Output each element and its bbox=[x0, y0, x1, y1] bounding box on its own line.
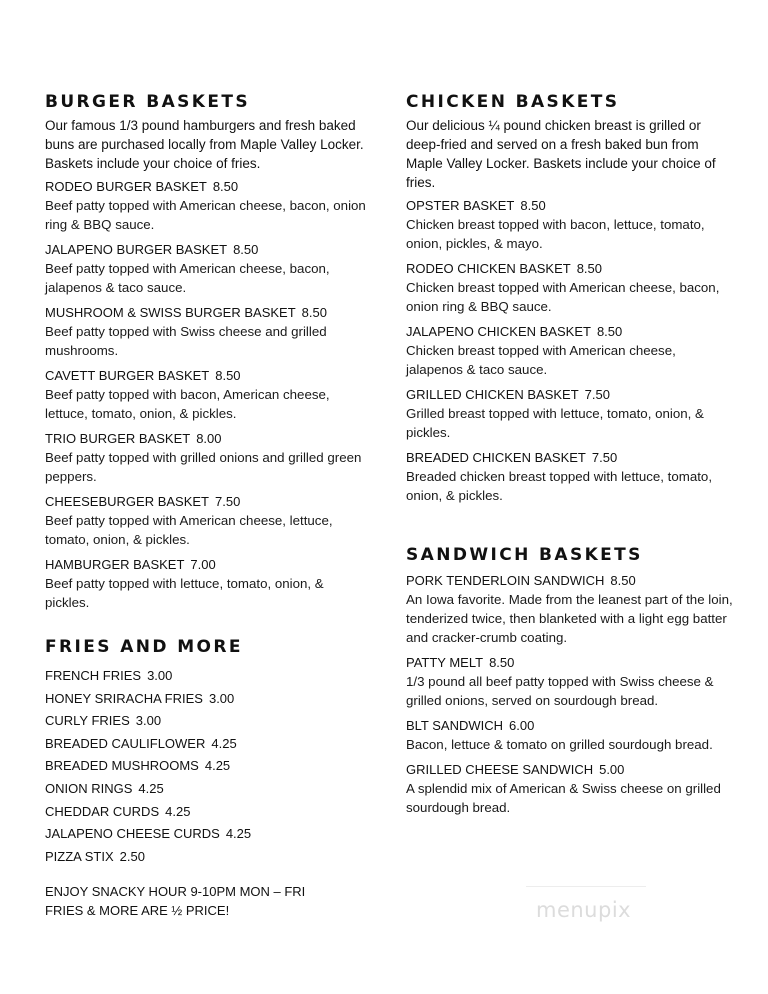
menu-item bbox=[406, 259, 736, 316]
menu-item-description: Beef patty topped with grilled onions and grilled green peppers. bbox=[45, 450, 362, 484]
menu-item-description: Beef patty topped with American cheese, lettuce, tomato, onion, & pickles. bbox=[45, 513, 333, 547]
fries-item-name: CURLY FRIES bbox=[45, 713, 130, 729]
fries-item-price: 4.25 bbox=[204, 758, 231, 774]
menu-item bbox=[406, 322, 736, 379]
fries-item bbox=[45, 665, 370, 688]
menu-item-description: 1/3 pound all beef patty topped with Swiss cheese & grilled onions, served on sourdough bread. bbox=[406, 674, 714, 708]
menu-item-name: HAMBURGER BASKET bbox=[45, 557, 185, 572]
fries-item-price: 3.00 bbox=[147, 668, 173, 683]
sandwich-baskets-title: SANDWICH BASKETS bbox=[406, 545, 643, 565]
menu-item-price: 8.50 bbox=[212, 179, 239, 194]
fries-item-price: 3.00 bbox=[208, 690, 235, 706]
menu-item-name: PATTY MELT bbox=[406, 655, 484, 670]
menu-item bbox=[45, 177, 370, 234]
menu-item-name: JALAPENO CHICKEN BASKET bbox=[406, 324, 591, 339]
menu-item bbox=[45, 492, 370, 549]
fries-item-name: JALAPENO CHEESE CURDS bbox=[45, 826, 220, 842]
menu-item-heading bbox=[406, 322, 736, 341]
menu-item-price: 7.50 bbox=[591, 450, 618, 465]
burger-baskets-intro: Our famous 1/3 pound hamburgers and fresh baked buns are purchased locally from Maple Valley Locker. Baskets include your choice of fries. bbox=[45, 118, 364, 171]
menu-item-price: 8.50 bbox=[301, 305, 327, 320]
fries-item bbox=[45, 778, 370, 801]
menu-item bbox=[406, 760, 736, 817]
menu-item-description: Beef patty topped with American cheese, bacon, jalapenos & taco sauce. bbox=[45, 261, 330, 295]
menu-item-description: An Iowa favorite. Made from the leanest part of the loin, tenderized twice, then blanketed with a light egg batter and cracker-crumb coating. bbox=[406, 592, 733, 645]
sandwich-baskets-section bbox=[406, 543, 736, 817]
menu-item-heading bbox=[45, 240, 370, 259]
menu-item bbox=[406, 571, 736, 647]
menu-item bbox=[45, 429, 370, 486]
menu-item-name: TRIO BURGER BASKET bbox=[45, 431, 191, 446]
watermark-rule bbox=[526, 886, 646, 887]
sandwich-item-list bbox=[406, 571, 736, 817]
menu-item-description: Breaded chicken breast topped with lettuce, tomato, onion, & pickles. bbox=[406, 469, 713, 503]
fries-item-price: 4.25 bbox=[138, 780, 164, 796]
menu-item-price: 8.50 bbox=[596, 324, 623, 339]
menupix-watermark: menupix bbox=[536, 898, 632, 922]
menu-item-description: Chicken breast topped with American cheese, bacon, onion ring & BBQ sauce. bbox=[406, 280, 720, 314]
fries-item bbox=[45, 823, 370, 846]
menu-item-price: 8.50 bbox=[233, 242, 259, 257]
menu-item-price: 8.50 bbox=[215, 368, 241, 383]
fries-item bbox=[45, 846, 370, 869]
menu-item bbox=[45, 240, 370, 297]
menu-item-price: 8.50 bbox=[576, 261, 603, 276]
menu-item-price: 7.00 bbox=[190, 557, 216, 572]
menu-item bbox=[406, 653, 736, 710]
menu-item-heading bbox=[406, 448, 736, 467]
menu-item bbox=[406, 196, 736, 253]
menu-item-heading bbox=[406, 571, 736, 590]
fries-item-list bbox=[45, 665, 370, 868]
fries-title: FRIES AND MORE bbox=[45, 637, 243, 657]
menu-item-price: 8.50 bbox=[610, 573, 636, 588]
menu-item-description: Beef patty topped with bacon, American cheese, lettuce, tomato, onion, & pickles. bbox=[45, 387, 330, 421]
menu-item-name: CAVETT BURGER BASKET bbox=[45, 368, 210, 383]
menu-item-heading bbox=[406, 259, 736, 278]
promo-line-1: ENJOY SNACKY HOUR 9-10PM MON – FRI bbox=[45, 884, 306, 899]
menu-item-name: RODEO CHICKEN BASKET bbox=[406, 261, 571, 276]
menu-item-price: 8.00 bbox=[196, 431, 222, 446]
left-column bbox=[45, 90, 370, 868]
menu-item bbox=[406, 448, 736, 505]
fries-item-name: PIZZA STIX bbox=[45, 848, 114, 864]
menu-item-name: RODEO BURGER BASKET bbox=[45, 179, 207, 194]
fries-item-name: BREADED MUSHROOMS bbox=[45, 758, 199, 774]
fries-item bbox=[45, 710, 370, 733]
menu-item-description: Chicken breast topped with bacon, lettuce, tomato, onion, pickles, & mayo. bbox=[406, 217, 705, 251]
chicken-baskets-section bbox=[406, 90, 736, 505]
menu-item-price: 7.50 bbox=[215, 494, 241, 509]
fries-item-price: 4.25 bbox=[211, 735, 237, 751]
burger-item-list bbox=[45, 177, 370, 612]
snacky-hour-promo bbox=[45, 882, 305, 920]
menu-item bbox=[45, 555, 370, 612]
menu-item-name: GRILLED CHEESE SANDWICH bbox=[406, 762, 594, 777]
menu-item-price: 8.50 bbox=[520, 198, 546, 213]
menu-item bbox=[45, 303, 370, 360]
menu-item-heading bbox=[45, 429, 370, 448]
menu-item bbox=[45, 366, 370, 423]
fries-item-price: 4.25 bbox=[225, 826, 252, 842]
menu-item bbox=[406, 716, 736, 754]
menu-item-name: PORK TENDERLOIN SANDWICH bbox=[406, 573, 605, 588]
menu-item-name: BLT SANDWICH bbox=[406, 718, 504, 733]
burger-baskets-section bbox=[45, 90, 370, 612]
fries-item-name: FRENCH FRIES bbox=[45, 668, 142, 683]
brand-name: Maple Valley Locker bbox=[240, 137, 360, 152]
menu-item-description: A splendid mix of American & Swiss cheese on grilled sourdough bread. bbox=[406, 781, 721, 815]
chicken-baskets-title: CHICKEN BASKETS bbox=[406, 92, 620, 112]
menu-item-description: Beef patty topped with American cheese, bacon, onion ring & BBQ sauce. bbox=[45, 198, 366, 232]
menu-item-heading bbox=[45, 555, 370, 574]
fries-item bbox=[45, 688, 370, 711]
chicken-baskets-intro: Our delicious ¼ pound chicken breast is grilled or deep-fried and served on a fresh baked bun from Maple Valley Locker. Baskets include your choice of fries. bbox=[406, 118, 716, 190]
menu-item-price: 8.50 bbox=[489, 655, 515, 670]
fries-item-name: CHEDDAR CURDS bbox=[45, 803, 160, 819]
chicken-item-list bbox=[406, 196, 736, 505]
menu-item-price: 7.50 bbox=[584, 387, 610, 402]
brand-name: Maple Valley Locker bbox=[406, 156, 526, 171]
menu-item-price: 5.00 bbox=[599, 762, 625, 777]
menu-item-name: MUSHROOM & SWISS BURGER BASKET bbox=[45, 305, 296, 320]
menu-item-name: CHEESEBURGER BASKET bbox=[45, 494, 209, 509]
menu-item-heading bbox=[406, 653, 736, 672]
fries-item-name: HONEY SRIRACHA FRIES bbox=[45, 690, 203, 706]
fries-item-name: BREADED CAULIFLOWER bbox=[45, 735, 206, 751]
menu-item-price: 6.00 bbox=[509, 718, 535, 733]
menu-item-description: Chicken breast topped with American cheese, jalapenos & taco sauce. bbox=[406, 343, 676, 377]
menu-item-name: BREADED CHICKEN BASKET bbox=[406, 450, 586, 465]
fries-item-price: 3.00 bbox=[135, 713, 162, 729]
menu-item-heading bbox=[45, 303, 370, 322]
fries-item-price: 2.50 bbox=[119, 848, 145, 864]
fries-item-name: ONION RINGS bbox=[45, 780, 133, 796]
menu-item-name: JALAPENO BURGER BASKET bbox=[45, 242, 228, 257]
fries-item bbox=[45, 755, 370, 778]
menu-item-description: Beef patty topped with lettuce, tomato, onion, & pickles. bbox=[45, 576, 324, 610]
right-column bbox=[406, 90, 736, 817]
menu-item-name: OPSTER BASKET bbox=[406, 198, 515, 213]
menu-item-name: GRILLED CHICKEN BASKET bbox=[406, 387, 579, 402]
fries-section bbox=[45, 635, 370, 868]
menu-item bbox=[406, 385, 736, 442]
menu-item-description: Bacon, lettuce & tomato on grilled sourdough bread. bbox=[406, 737, 713, 752]
menu-item-description: Grilled breast topped with lettuce, tomato, onion, & pickles. bbox=[406, 406, 704, 440]
promo-line-2: FRIES & MORE ARE ½ PRICE! bbox=[45, 903, 230, 918]
menu-item-heading bbox=[406, 716, 736, 735]
menu-item-heading bbox=[45, 366, 370, 385]
menu-item-heading bbox=[406, 385, 736, 404]
burger-baskets-title: BURGER BASKETS bbox=[45, 92, 251, 112]
menu-item-heading bbox=[406, 196, 736, 215]
menu-item-heading bbox=[406, 760, 736, 779]
menu-item-heading bbox=[45, 492, 370, 511]
fries-item bbox=[45, 801, 370, 824]
fries-item-price: 4.25 bbox=[165, 803, 191, 819]
menu-item-heading bbox=[45, 177, 370, 196]
fries-item bbox=[45, 733, 370, 756]
menu-item-description: Beef patty topped with Swiss cheese and grilled mushrooms. bbox=[45, 324, 327, 358]
